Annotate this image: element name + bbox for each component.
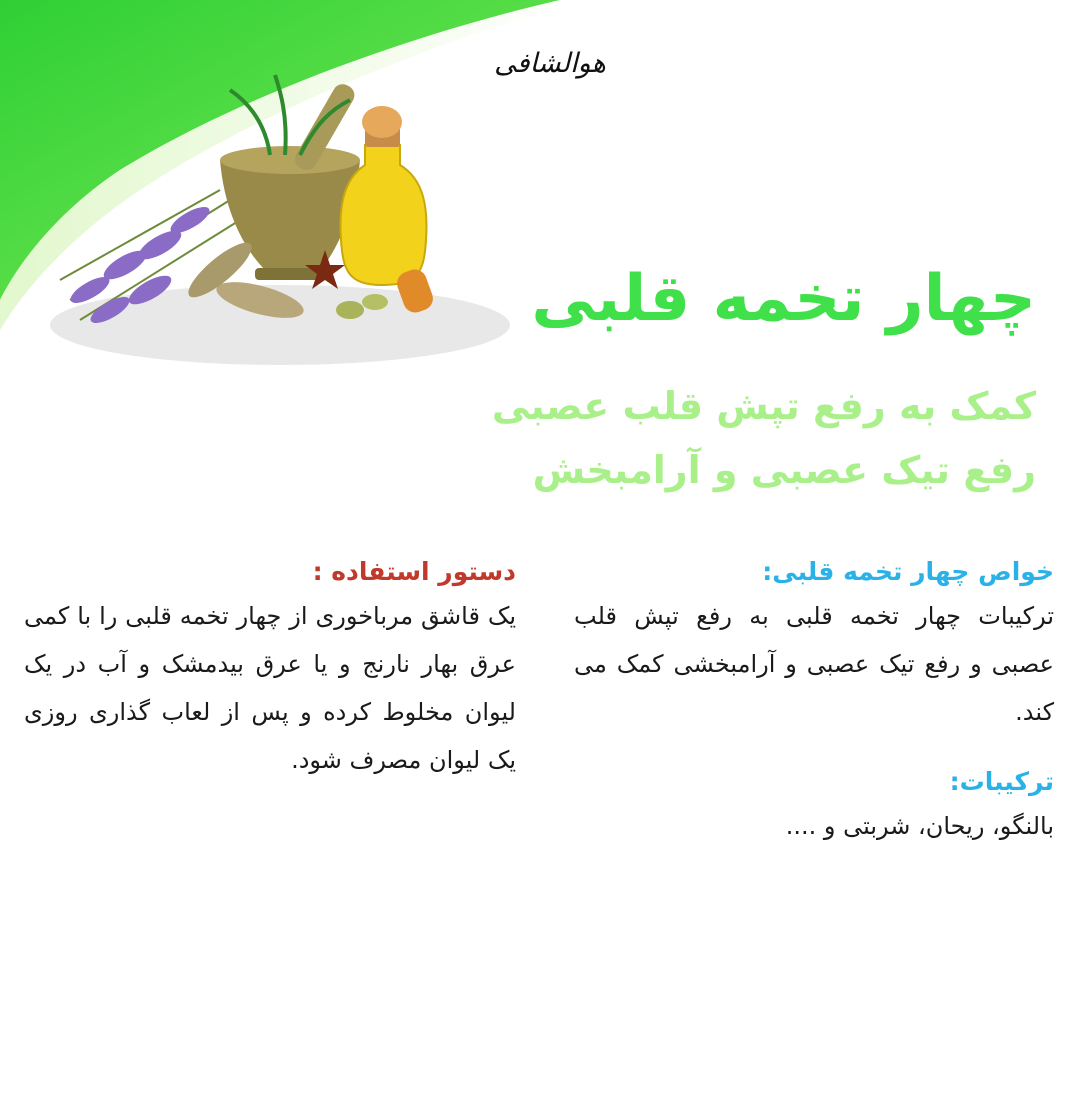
subtitle-line-2: رفع تیک عصبی و آرامبخش <box>532 448 1036 492</box>
usage-text: یک قاشق مرباخوری از چهار تخمه قلبی را با کمی عرق بهار نارنج و یا عرق بیدمشک و آب در یک لیوان مخلوط کرده و پس از لعاب گذاری روزی یک لیوان مصرف شود. <box>24 602 516 774</box>
herbs-illustration <box>30 70 510 380</box>
properties-section <box>574 552 1054 850</box>
usage-section <box>24 552 516 784</box>
page-title: چهار تخمه قلبی <box>531 262 1036 336</box>
usage-heading: دستور استفاده : <box>312 557 516 586</box>
ingredients-heading: ترکیبات: <box>949 767 1054 796</box>
properties-text: ترکیبات چهار تخمه قلبی به رفع تپش قلب عصبی و رفع تیک عصبی و آرامبخشی کمک می کند. <box>574 602 1054 726</box>
properties-heading: خواص چهار تخمه قلبی: <box>762 557 1054 586</box>
subtitle-line-1: کمک به رفع تپش قلب عصبی <box>491 384 1036 428</box>
ingredients-text: بالنگو، ریحان، شربتی و .... <box>785 812 1054 840</box>
bismillah-calligraphy: هوالشافی <box>494 48 606 79</box>
